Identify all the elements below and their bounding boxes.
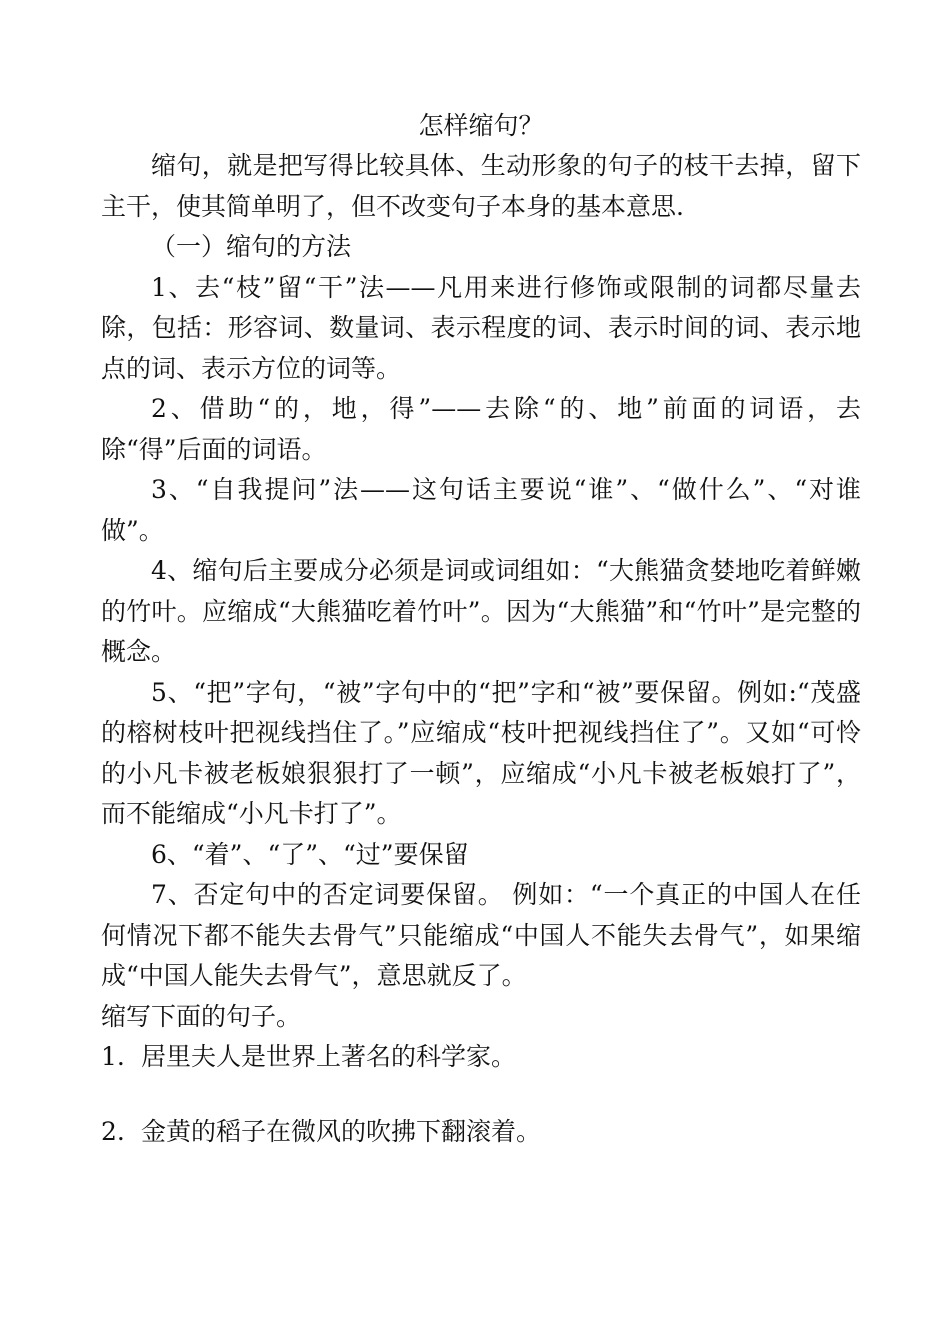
exercise-number: 2. [101,1116,125,1146]
method-paragraph-2: 2、借助“的，地，得”——去除“的、地”前面的词语，去除“得”后面的词语。 [101,394,861,464]
exercise-sentence: 居里夫人是世界上著名的科学家。 [141,1042,517,1071]
exercise-number: 1. [101,1042,125,1071]
method-paragraph-6: 6、“着”、“了”、“过”要保留 [151,839,469,869]
exercise-list [101,1037,861,1152]
method-paragraph-5: 5、“把”字句，“被”字句中的“把”字和“被”要保留。例如:“茂盛的榕树枝叶把视线挡住了。”应缩成“枝叶把视线挡住了”。又如“可怜的小凡卡被老板娘狠狠打了一顿”，应缩成“小凡卡被老板娘打了”，而不能缩成“小凡卡打了”。 [101,677,861,828]
method-paragraph-3: 3、“自我提问”法——这句话主要说“谁”、“做什么”、“对谁做”。 [101,475,861,545]
document-page [101,106,861,1186]
exercise-item-2 [101,1112,861,1153]
method-paragraph-1: 1、去“枝”留“干”法——凡用来进行修饰或限制的词都尽量去除，包括：形容词、数量词、表示程度的词、表示时间的词、表示地点的词、表示方位的词等。 [101,272,861,383]
section-heading: （一）缩句的方法 [151,232,352,261]
method-paragraph-7: 7、否定句中的否定词要保留。 例如：“一个真正的中国人在任何情况下都不能失去骨气”只能缩成“中国人不能失去骨气”，如果缩成“中国人能失去骨气”，意思就反了。 [101,880,861,990]
exercise-heading: 缩写下面的句子。 [101,1001,302,1031]
exercise-sentence: 金黄的稻子在微风的吹拂下翻滚着。 [141,1116,542,1146]
exercise-item-1 [101,1037,861,1078]
document-title: 怎样缩句？ [418,111,544,140]
method-paragraph-4: 4、缩句后主要成分必须是词或词组如：“大熊猫贪婪地吃着鲜嫩的竹叶。应缩成“大熊猫吃着竹叶”。因为“大熊猫”和“竹叶”是完整的概念。 [101,556,861,666]
intro-paragraph: 缩句，就是把写得比较具体、生动形象的句子的枝干去掉，留下主干，使其简单明了，但不改变句子本身的基本意思. [101,151,861,221]
